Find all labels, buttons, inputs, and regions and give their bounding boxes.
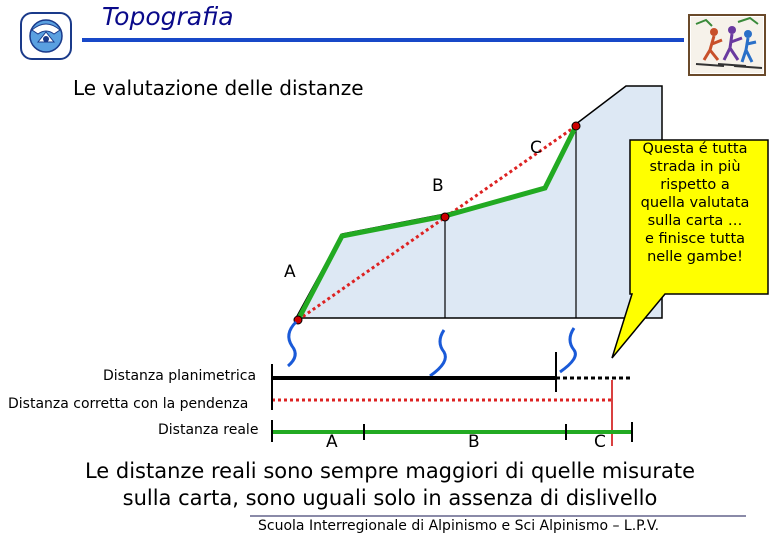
label-point-a: A [284, 262, 296, 282]
footer-text: Scuola Interregionale di Alpinismo e Sci Alpinismo – L.P.V. [258, 518, 660, 534]
wavy-drop-b [430, 330, 445, 376]
label-slope-distance: Distanza corretta con la pendenza [8, 396, 249, 412]
label-planimetric-distance: Distanza planimetrica [103, 368, 257, 384]
slide-subtitle: Le valutazione delle distanze [73, 76, 364, 100]
point-b-marker [441, 213, 449, 221]
row-label-c: C [594, 432, 606, 452]
conclusion-text: Le distanze reali sono sempre maggiori di quelle misurate sulla carta, sono uguali solo in assenza di dislivello [84, 459, 696, 510]
row-label-a: A [326, 432, 338, 452]
page-title: Topografia [102, 2, 234, 31]
label-point-b: B [432, 176, 444, 196]
mountain-cross-section [296, 86, 662, 318]
point-c-marker [572, 122, 580, 130]
wavy-drop-a [288, 322, 296, 366]
label-real-distance: Distanza reale [158, 422, 259, 438]
label-point-c: C [530, 138, 542, 158]
callout-text: Questa é tutta strada in più rispetto a quella valutata sulla carta … e finisce tutta nelle gambe! [640, 141, 750, 265]
row-label-b: B [468, 432, 480, 452]
footer-divider [250, 515, 746, 517]
wavy-drop-c [560, 328, 575, 372]
